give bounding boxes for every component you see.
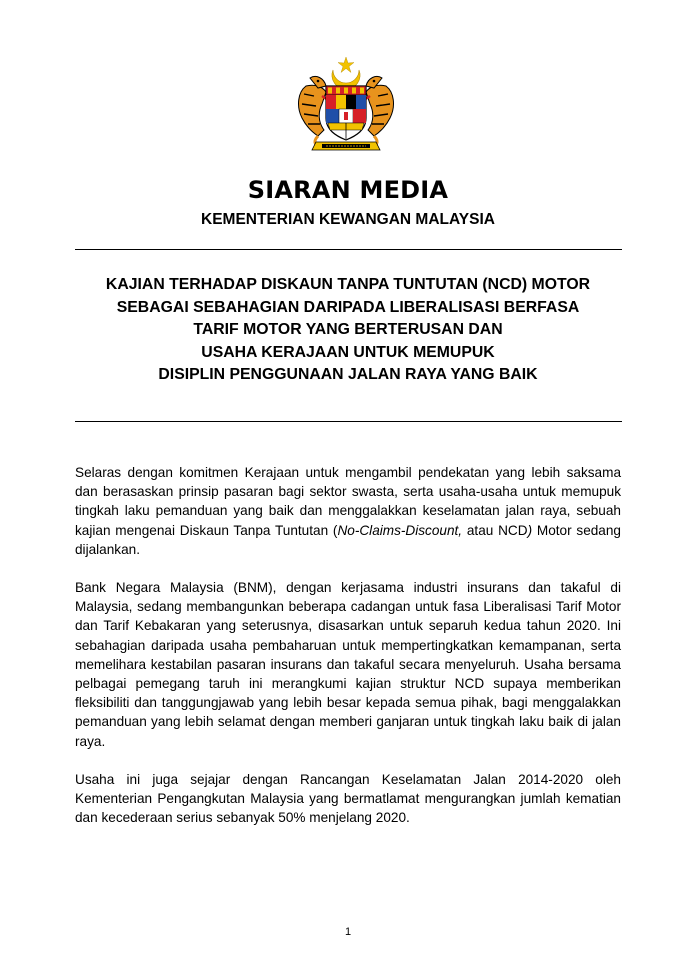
coat-of-arms-icon — [288, 56, 404, 156]
paragraph-3: Usaha ini juga sejajar dengan Rancangan Keselamatan Jalan 2014-2020 oleh Kementerian Pengangkutan Malaysia yang bermatlamat mengurangkan jumlah kematian dan kecederaan serius sebanyak 50% menjelang 2020. — [75, 771, 621, 826]
page-number: 1 — [344, 926, 352, 938]
headline-line: KAJIAN TERHADAP DISKAUN TANPA TUNTUTAN (NCD) MOTOR — [105, 276, 591, 293]
paragraph-1-abbrev: atau NCD — [462, 522, 528, 538]
paragraph-1-italic-term: No-Claims-Discount, — [337, 522, 463, 538]
top-divider — [75, 249, 622, 250]
document-title: SIARAN MEDIA — [247, 176, 449, 204]
paragraph-2: Bank Negara Malaysia (BNM), dengan kerjasama industri insurans dan takaful di Malaysia, sedang membangunkan beberapa cadangan untuk fasa Liberalisasi Tarif Motor dan Tarif Kebakaran yang seterusnya, disasarkan untuk separuh kedua tahun 2020. Ini sebahagian daripada usaha pembaharuan untuk mempertingkatkan kemampanan, serta memelihara kestabilan pasaran insurans dan takaful secara menyeluruh. Usaha bersama pelbagai pemegang taruh ini merangkumi kajian struktur NCD supaya memberikan fleksibiliti dan tanggungjawab yang lebih besar kepada semua pihak, bagi menggalakkan pemanduan yang lebih selamat dengan memberi ganjaran untuk tingkah laku baik di jalan raya. — [75, 580, 621, 749]
bottom-divider — [75, 421, 622, 422]
headline-line: SEBAGAI SEBAHAGIAN DARIPADA LIBERALISASI BERFASA — [116, 298, 580, 316]
headline — [70, 274, 626, 387]
paragraph-1-text: Selaras dengan komitmen Kerajaan untuk mengambil pendekatan yang lebih saksama dan berasaskan prinsip pasaran bagi sektor swasta, serta usaha-usaha untuk memupuk tingkah laku pemanduan yang baik dan menggalakkan keselamatan jalan raya, sebuah kajian mengenai Diskaun Tanpa Tuntutan ( — [75, 465, 621, 538]
paragraph-1-bracket: ) — [527, 522, 533, 538]
paragraph-1 — [75, 463, 621, 559]
left-tiger-icon — [299, 76, 328, 136]
headline-line: TARIF MOTOR YANG BERTERUSAN DAN — [193, 321, 503, 338]
body-text — [75, 463, 621, 846]
headline-line: DISIPLIN PENGGUNAAN JALAN RAYA YANG BAIK — [158, 366, 538, 383]
shield-icon — [326, 86, 366, 140]
paragraph-1-tail: Motor sedang dijalankan. — [75, 522, 621, 557]
right-tiger-icon — [364, 76, 393, 136]
ministry-name: KEMENTERIAN KEWANGAN MALAYSIA — [201, 211, 495, 228]
headline-line: USAHA KERAJAAN UNTUK MEMUPUK — [201, 343, 495, 361]
